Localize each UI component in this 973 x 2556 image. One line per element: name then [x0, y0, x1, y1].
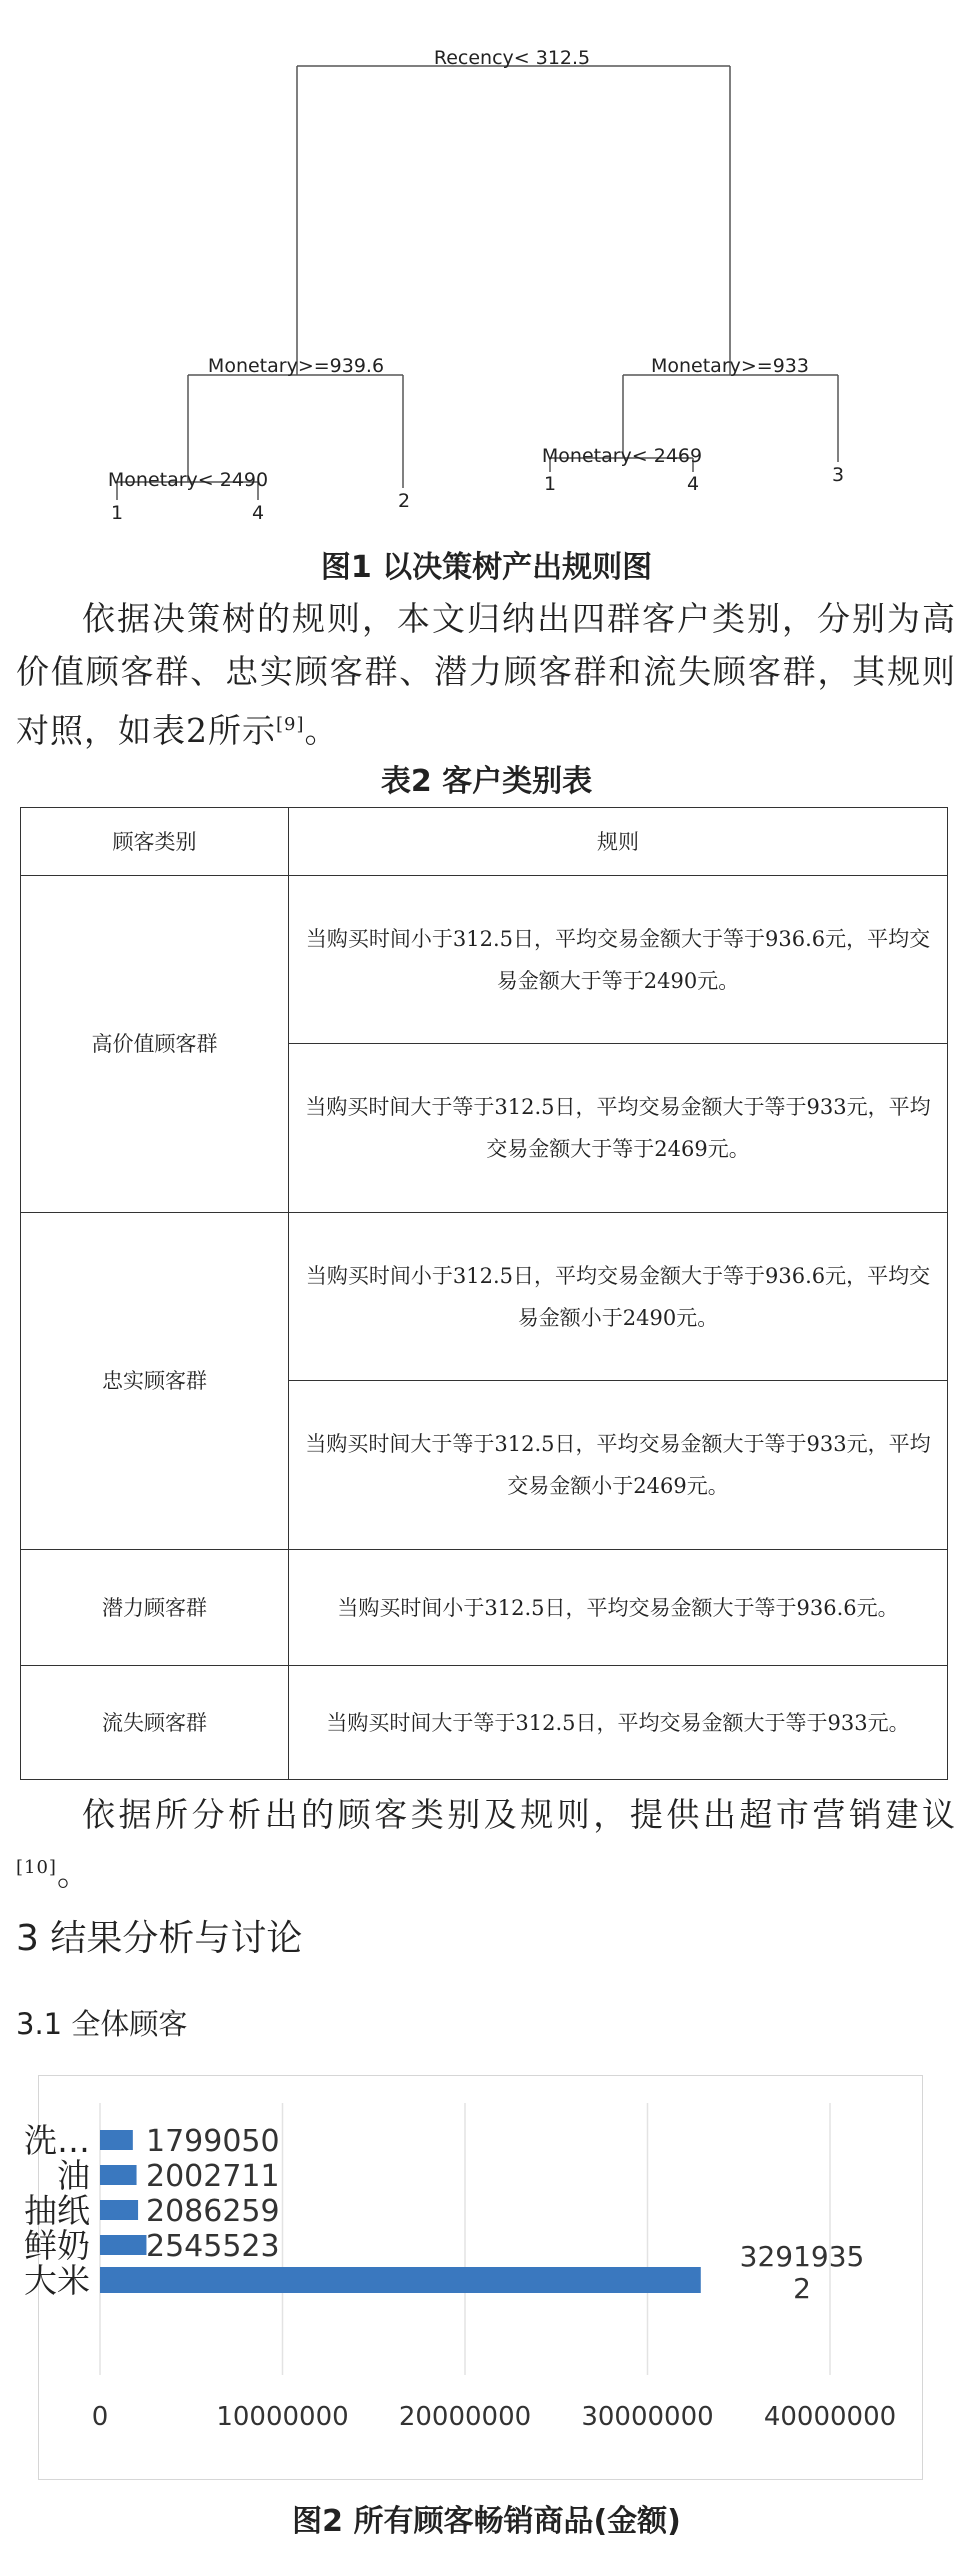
subsection-heading: 3.1 全体顾客 — [16, 2007, 188, 2041]
x-tick-label: 40000000 — [763, 2402, 897, 2432]
figure1-caption: 图1 以决策树产出规则图 — [320, 550, 653, 585]
rule-cell: 当购买时间大于等于312.5日，平均交易金额大于等于933元，平均交易金额小于2469元。 — [289, 1381, 948, 1550]
left-split-label: Monetary>=939.6 — [207, 355, 385, 377]
category-label: 油 — [57, 2156, 90, 2195]
category-cell: 高价值顾客群 — [21, 876, 289, 1213]
rule-cell: 当购买时间小于312.5日，平均交易金额大于等于936.6元。 — [289, 1550, 948, 1666]
leaf-label: 3 — [831, 464, 845, 486]
citation-ref: [10] — [16, 1857, 57, 1878]
rule-cell: 当购买时间大于等于312.5日，平均交易金额大于等于933元，平均交易金额大于等于2469元。 — [289, 1044, 948, 1213]
root-split-label: Recency< 312.5 — [433, 47, 591, 69]
figure2-caption: 图2 所有顾客畅销商品(金额) — [292, 2504, 681, 2539]
table-header-cell: 规则 — [289, 808, 948, 876]
rule-cell: 当购买时间小于312.5日，平均交易金额大于等于936.6元，平均交易金额小于2490元。 — [289, 1213, 948, 1381]
paragraph-text: 依据所分析出的顾客类别及规则，提供出超市营销建议 — [82, 1795, 956, 1834]
citation-ref: [9] — [276, 714, 305, 735]
category-label: 洗… — [24, 2121, 90, 2160]
right-split-label: Monetary>=933 — [650, 355, 810, 377]
bar — [100, 2130, 133, 2150]
top-products-bar-chart — [24, 2075, 923, 2480]
leaf-label: 1 — [110, 502, 124, 524]
leaf-label: 1 — [543, 473, 557, 495]
value-label: 1799050 — [146, 2124, 280, 2159]
left-sub-split-label: Monetary< 2490 — [107, 469, 269, 491]
table2-caption: 表2 客户类别表 — [380, 764, 593, 799]
bar — [100, 2165, 137, 2185]
category-label: 鲜奶 — [24, 2226, 90, 2265]
table-header-cell: 顾客类别 — [21, 808, 289, 876]
rule-cell: 当购买时间小于312.5日，平均交易金额大于等于936.6元，平均交易金额大于等于2490元。 — [289, 876, 948, 1044]
table-row — [21, 1550, 948, 1666]
bar — [100, 2267, 701, 2293]
value-label: 2545523 — [146, 2229, 280, 2264]
value-label: 3291935 — [739, 2240, 865, 2273]
chart-category-labels — [24, 2121, 90, 2300]
x-tick-label: 20000000 — [398, 2402, 532, 2432]
paragraph-marketing — [16, 1788, 956, 1900]
leaf-label: 2 — [397, 490, 411, 512]
leaf-label: 4 — [686, 473, 700, 495]
table-row — [21, 876, 948, 1044]
table-row — [21, 1666, 948, 1780]
leaf-label: 4 — [251, 502, 265, 524]
bar — [100, 2200, 138, 2220]
category-label: 大米 — [24, 2261, 90, 2300]
paragraph-category-summary — [16, 592, 956, 757]
paragraph-end: 。 — [56, 1854, 91, 1893]
x-tick-label: 10000000 — [216, 2402, 349, 2432]
section-heading: 3 结果分析与讨论 — [16, 1918, 303, 1959]
table-row — [21, 1213, 948, 1381]
value-label: 2002711 — [146, 2159, 280, 2194]
category-cell: 忠实顾客群 — [21, 1213, 289, 1550]
category-cell: 潜力顾客群 — [21, 1550, 289, 1666]
paragraph-end: 。 — [304, 711, 339, 750]
bar — [100, 2235, 146, 2255]
x-tick-label: 0 — [91, 2402, 109, 2432]
value-label: 2086259 — [146, 2194, 280, 2229]
value-label: 2 — [793, 2272, 811, 2305]
rule-cell: 当购买时间大于等于312.5日，平均交易金额大于等于933元。 — [289, 1666, 948, 1780]
paragraph-text: 依据决策树的规则，本文归纳出四群客户类别，分别为高价值顾客群、忠实顾客群、潜力顾客群和流失顾客群，其规则对照，如表2所示 — [16, 599, 956, 750]
tree-edges — [117, 66, 838, 500]
table-header-row — [21, 808, 948, 876]
customer-category-table — [20, 807, 948, 1780]
right-sub-split-label: Monetary< 2469 — [541, 445, 703, 467]
category-cell: 流失顾客群 — [21, 1666, 289, 1780]
category-label: 抽纸 — [24, 2191, 90, 2230]
decision-tree-figure — [0, 0, 973, 540]
x-tick-label: 30000000 — [581, 2402, 714, 2432]
